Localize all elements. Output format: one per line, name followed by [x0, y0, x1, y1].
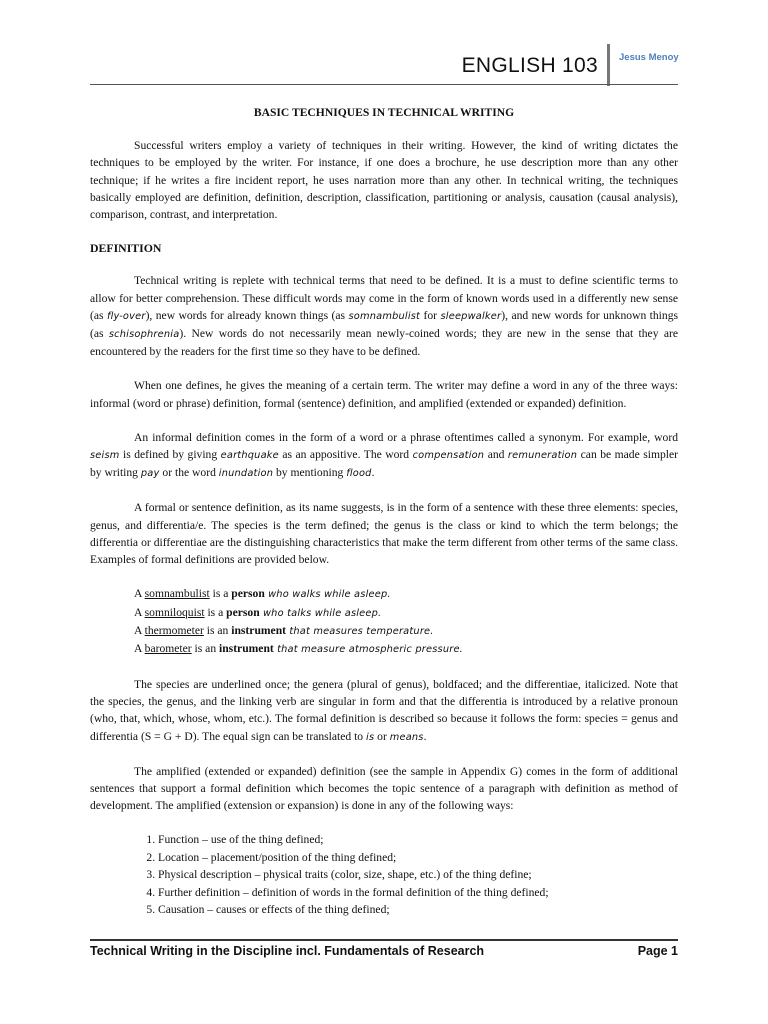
examples-list [90, 585, 678, 659]
paragraph-informal-definition: An informal definition comes in the form of a word or a phrase oftentimes called a synonym. For example, word seism is defined by giving earthquake as an appositive. The word compensation and remuneration can be made simpler by writing pay or the word inundation by mentioning flood. [90, 430, 678, 480]
page-number: Page 1 [637, 944, 678, 958]
header-rule [90, 84, 678, 85]
document-title: BASIC TECHNIQUES IN TECHNICAL WRITING [253, 106, 515, 119]
paragraph-three-ways: When one defines, he gives the meaning of a certain term. The writer may define a word in any of the three ways: informal (word or phrase) definition, formal (sentence) definition, and amplified (extended or expanded) definition. [90, 379, 678, 410]
list-item: 3. Physical description – physical traits (color, size, shape, etc.) of the thing define; [158, 866, 678, 883]
example-item: A thermometer is an instrument that measures temperature. [134, 624, 434, 638]
list-item: 4. Further definition – definition of words in the formal definition of the thing defined; [158, 884, 678, 901]
example-item: A somnambulist is a person who walks while asleep. [134, 587, 391, 601]
example-item: A somniloquist is a person who talks while asleep. [134, 605, 382, 619]
example-item: A barometer is an instrument that measure atmospheric pressure. [134, 642, 463, 656]
header-title: ENGLISH 103 [461, 54, 598, 77]
list-item: 5. Causation – causes or effects of the thing defined; [158, 901, 678, 918]
amplification-list [90, 831, 678, 918]
paragraph-species-genera: The species are underlined once; the genera (plural of genus), boldfaced; and the differentiae, italicized. Note that the species, the genus, and the linking verb are singular in form and that the differentia is introduced by a relative pronoun (who, that, which, whose, whom, etc.). The formal definition is described so because it follows the form: species = genus and differentia (S = G + D). The equal sign can be translated to is or means. [90, 677, 678, 743]
footer-rule [90, 939, 678, 941]
intro-paragraph: Successful writers employ a variety of techniques in their writing. However, the kind of writing dictates the techniques to be employed by the writer. For instance, if one does a brochure, he use description more than any other technique; if he writes a fire incident report, he uses narration more than any other. In technical writing, the techniques basically employed are definition, definition, description, classification, partitioning or analysis, causation (causal analysis), comparison, contrast, and interpretation. [90, 139, 678, 222]
paragraph-amplified-definition: The amplified (extended or expanded) definition (see the sample in Appendix G) comes in the form of additional sentences that support a formal definition which becomes the topic sentence of a paragraph with definition as method of development. The amplified (extension or expansion) is done in any of the following ways: [90, 764, 678, 813]
list-item: 2. Location – placement/position of the thing defined; [158, 849, 678, 866]
header-divider [607, 44, 610, 86]
document-body [90, 104, 678, 918]
footer-course-title: Technical Writing in the Discipline incl. Fundamentals of Research [90, 944, 485, 958]
paragraph-technical-terms: Technical writing is replete with technical terms that need to be defined. It is a must to define scientific terms to allow for better comprehension. These difficult words may come in the form of known words used in a differently new sense (as fly-over), new words for already known things (as somnambulist for sleepwalker), and new words for unknown things (as schisophrenia). New words do not necessarily mean newly-coined words; they are new in the sense that they are encountered by the readers for the first time so they have to be defined. [90, 274, 679, 359]
list-item: 1. Function – use of the thing defined; [158, 831, 678, 848]
header-author: Jesus Menoy [619, 52, 679, 63]
section-heading: DEFINITION [90, 241, 162, 256]
paragraph-formal-definition: A formal or sentence definition, as its name suggests, is in the form of a sentence with these three elements: species, genus, and differentia/e. The species is the term defined; the genus is the class or kind to which the term belongs; the differentia or differentiae are the distinguishing characteristics that make the term different from other terms of the same class. Examples of formal definitions are provided below. [90, 501, 678, 567]
